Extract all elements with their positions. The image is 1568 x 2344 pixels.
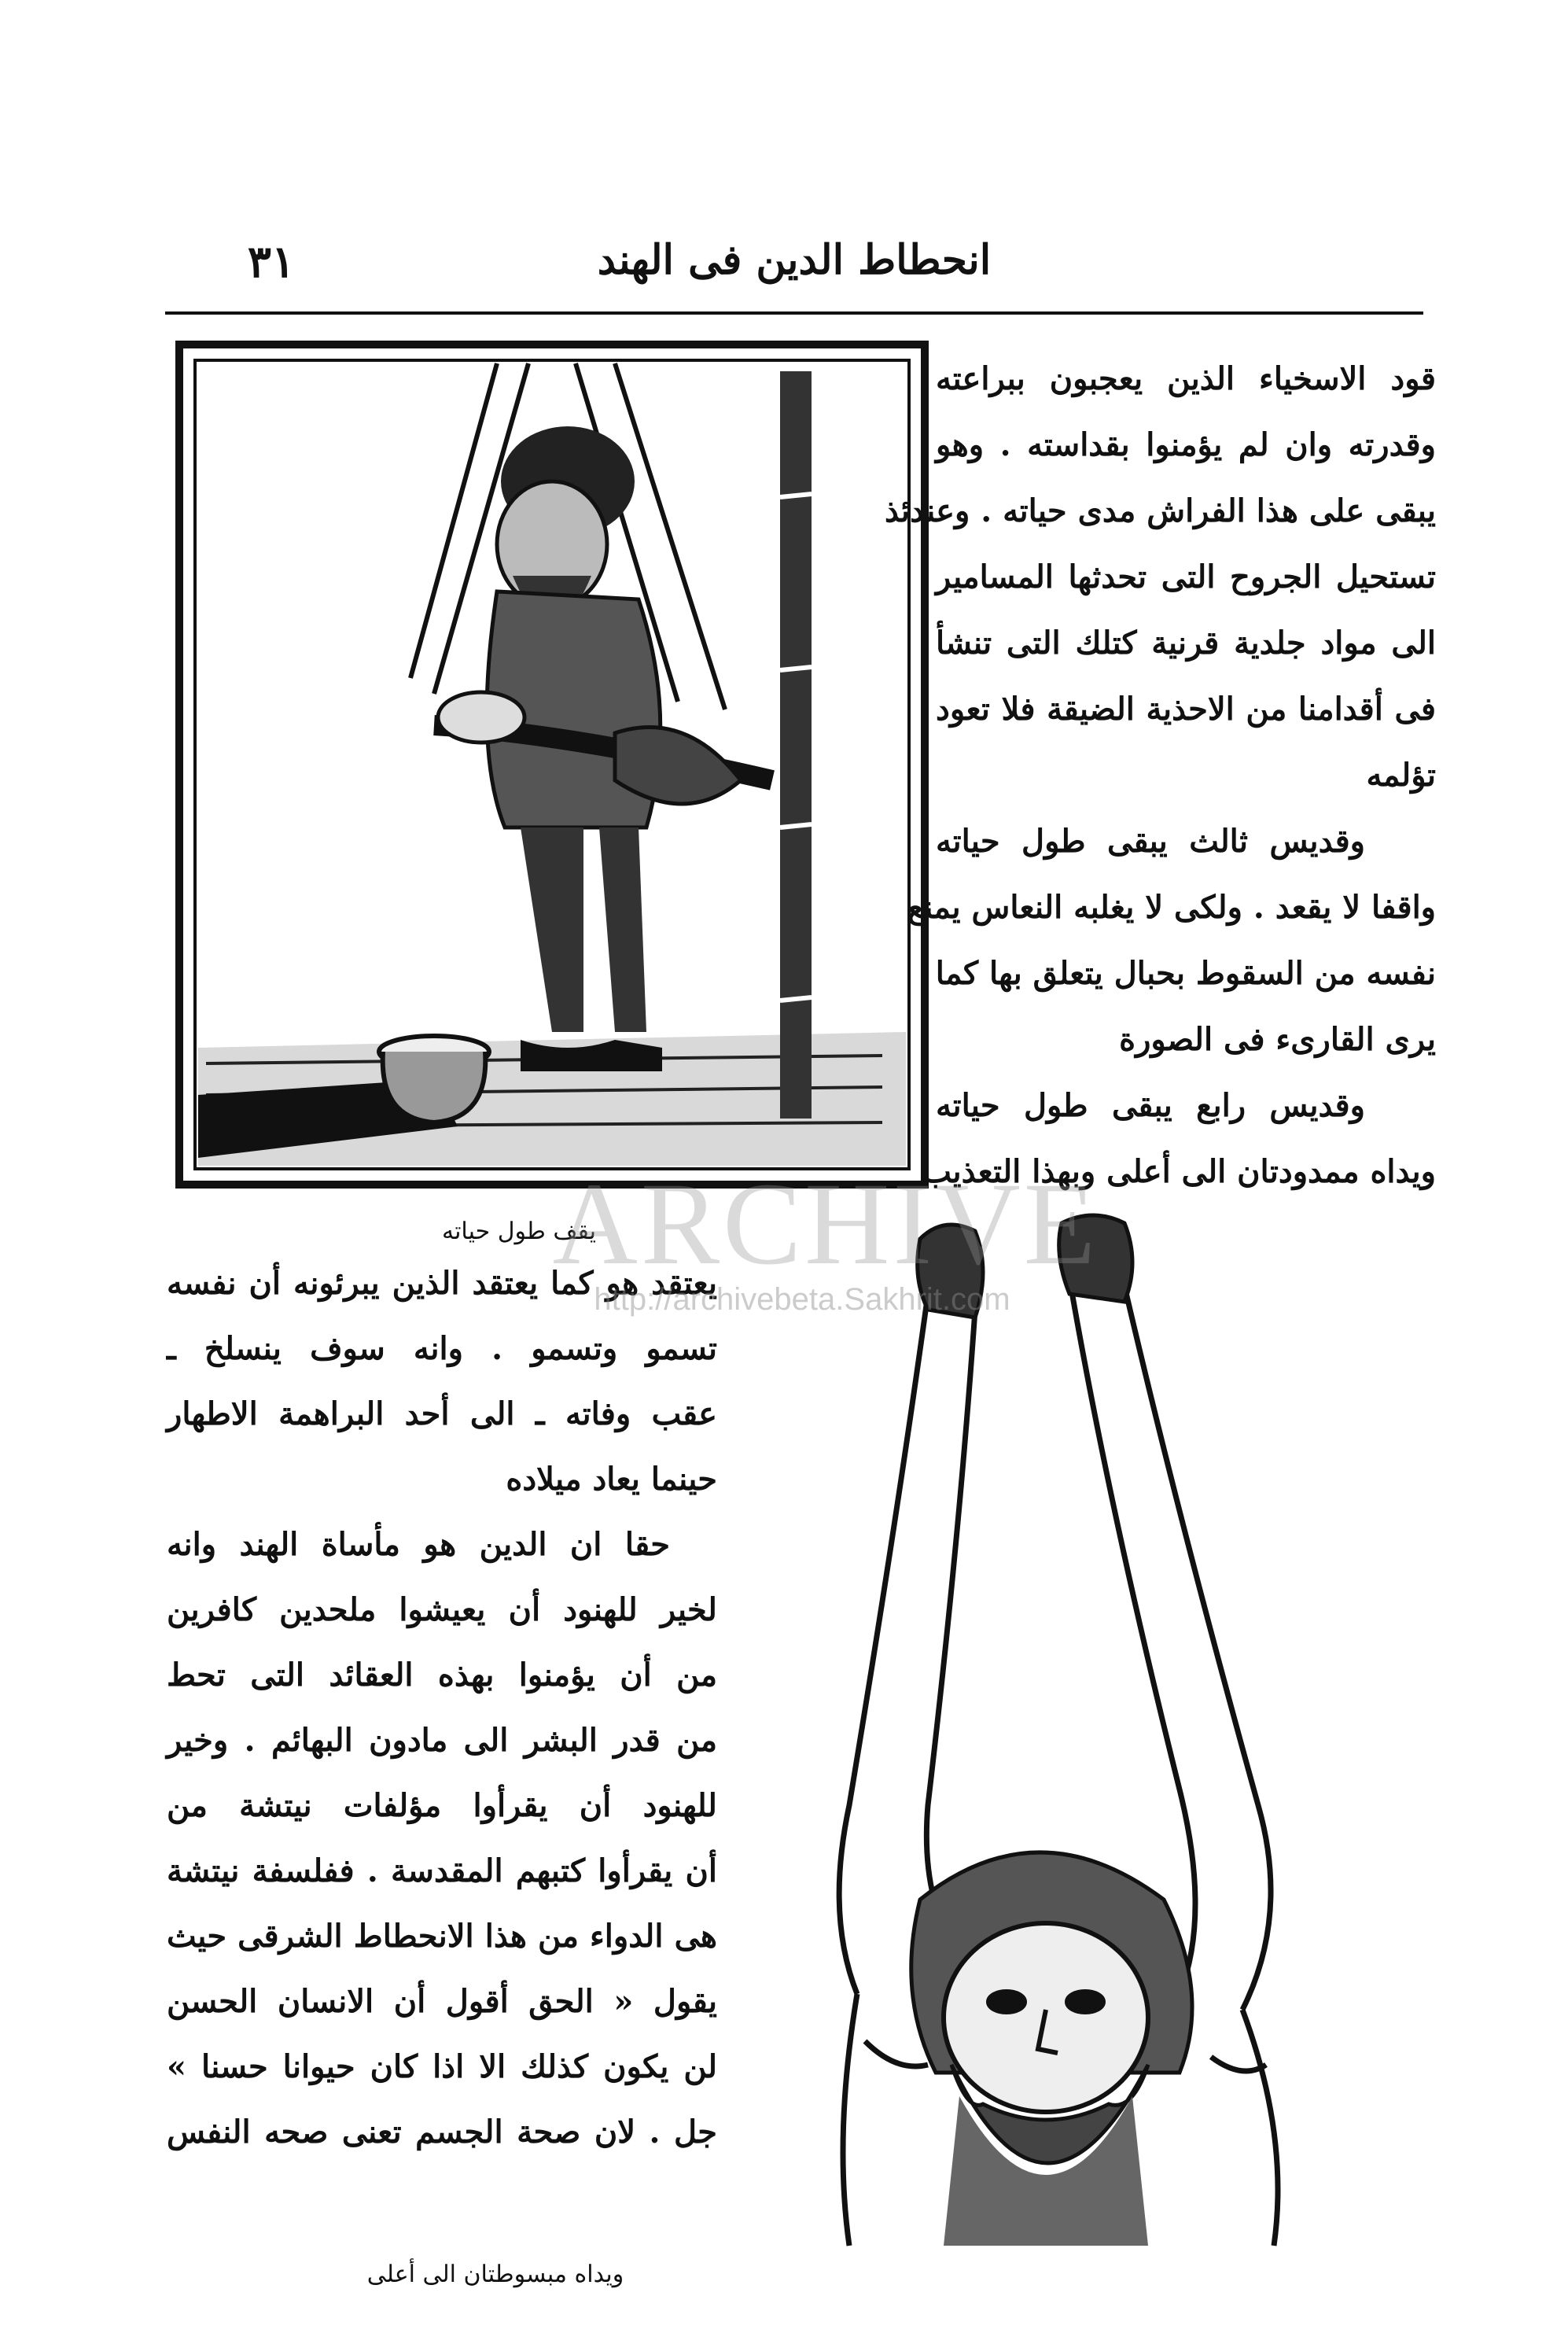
text-line: من أن يؤمنوا بهذه العقائد التى تحط bbox=[167, 1657, 717, 1694]
watermark-url: http://archivebeta.Sakhrit.com bbox=[594, 1282, 1010, 1317]
text-line: لخير للهنود أن يعيشوا ملحدين كافرين bbox=[167, 1591, 717, 1628]
text-line: فى أقدامنا من الاحذية الضيقة فلا تعود bbox=[936, 691, 1436, 728]
text-line: حقا ان الدين هو مأساة الهند وانه bbox=[167, 1526, 670, 1563]
text-line: جل . لان صحة الجسم تعنى صحه النفس bbox=[167, 2114, 717, 2151]
text-line: من قدر البشر الى مادون البهائم . وخير bbox=[167, 1722, 717, 1759]
right-text-column bbox=[884, 346, 1436, 1205]
text-line: تؤلمه bbox=[1366, 757, 1436, 794]
text-line: يبقى على هذا الفراش مدى حياته . وعندئذ bbox=[884, 492, 1436, 529]
text-line: أن يقرأوا كتبهم المقدسة . ففلسفة نيتشة bbox=[167, 1852, 717, 1889]
text-line: تسمو وتسمو . وانه سوف ينسلخ ـ bbox=[167, 1330, 717, 1367]
left-text-column bbox=[167, 1251, 717, 2165]
text-line: للهنود أن يقرأوا مؤلفات نيتشة من bbox=[167, 1787, 717, 1824]
text-line: ويداه ممدودتان الى أعلى وبهذا التعذيب bbox=[922, 1153, 1436, 1190]
text-line: وقديس رابع يبقى طول حياته bbox=[936, 1087, 1365, 1124]
page-number: ٣١ bbox=[247, 236, 296, 288]
text-line: يعتقد هو كما يعتقد الذين يبرئونه أن نفسه bbox=[167, 1265, 717, 1302]
running-header-title: انحطاط الدين فى الهند bbox=[597, 236, 992, 284]
text-line: واقفا لا يقعد . ولكى لا يغلبه النعاس يمنع bbox=[907, 889, 1436, 926]
figure-raised-arms-saint bbox=[739, 1207, 1470, 2254]
figure-standing-saint bbox=[175, 340, 929, 1189]
text-line: وقدرته وان لم يؤمنوا بقداسته . وهو bbox=[936, 426, 1436, 463]
text-line: نفسه من السقوط بحبال يتعلق بها كما bbox=[935, 955, 1436, 992]
text-line: يقول « الحق أقول أن الانسان الحسن bbox=[167, 1983, 717, 2020]
text-line: حينما يعاد ميلاده bbox=[506, 1461, 717, 1498]
figure-caption-bottom: ويداه مبسوطتان الى أعلى bbox=[366, 2261, 624, 2288]
text-line: وقديس ثالث يبقى طول حياته bbox=[936, 823, 1365, 860]
text-line: تستحيل الجروح التى تحدثها المسامير bbox=[936, 558, 1436, 595]
header-rule bbox=[165, 311, 1423, 315]
text-line: هى الدواء من هذا الانحطاط الشرقى حيث bbox=[167, 1918, 717, 1955]
archive-watermark: ARCHIVE bbox=[552, 1159, 1099, 1289]
text-line: يرى القارىء فى الصورة bbox=[1119, 1021, 1436, 1058]
text-line: قود الاسخياء الذين يعجبون ببراعته bbox=[936, 360, 1436, 397]
figure-caption-top: يقف طول حياته bbox=[442, 1218, 596, 1245]
text-line: الى مواد جلدية قرنية كتلك التى تنشأ bbox=[936, 625, 1436, 662]
text-line: لن يكون كذلك الا اذا كان حيوانا حسنا » bbox=[167, 2048, 717, 2085]
text-line: عقب وفاته ـ الى أحد البراهمة الاطهار bbox=[167, 1395, 717, 1432]
